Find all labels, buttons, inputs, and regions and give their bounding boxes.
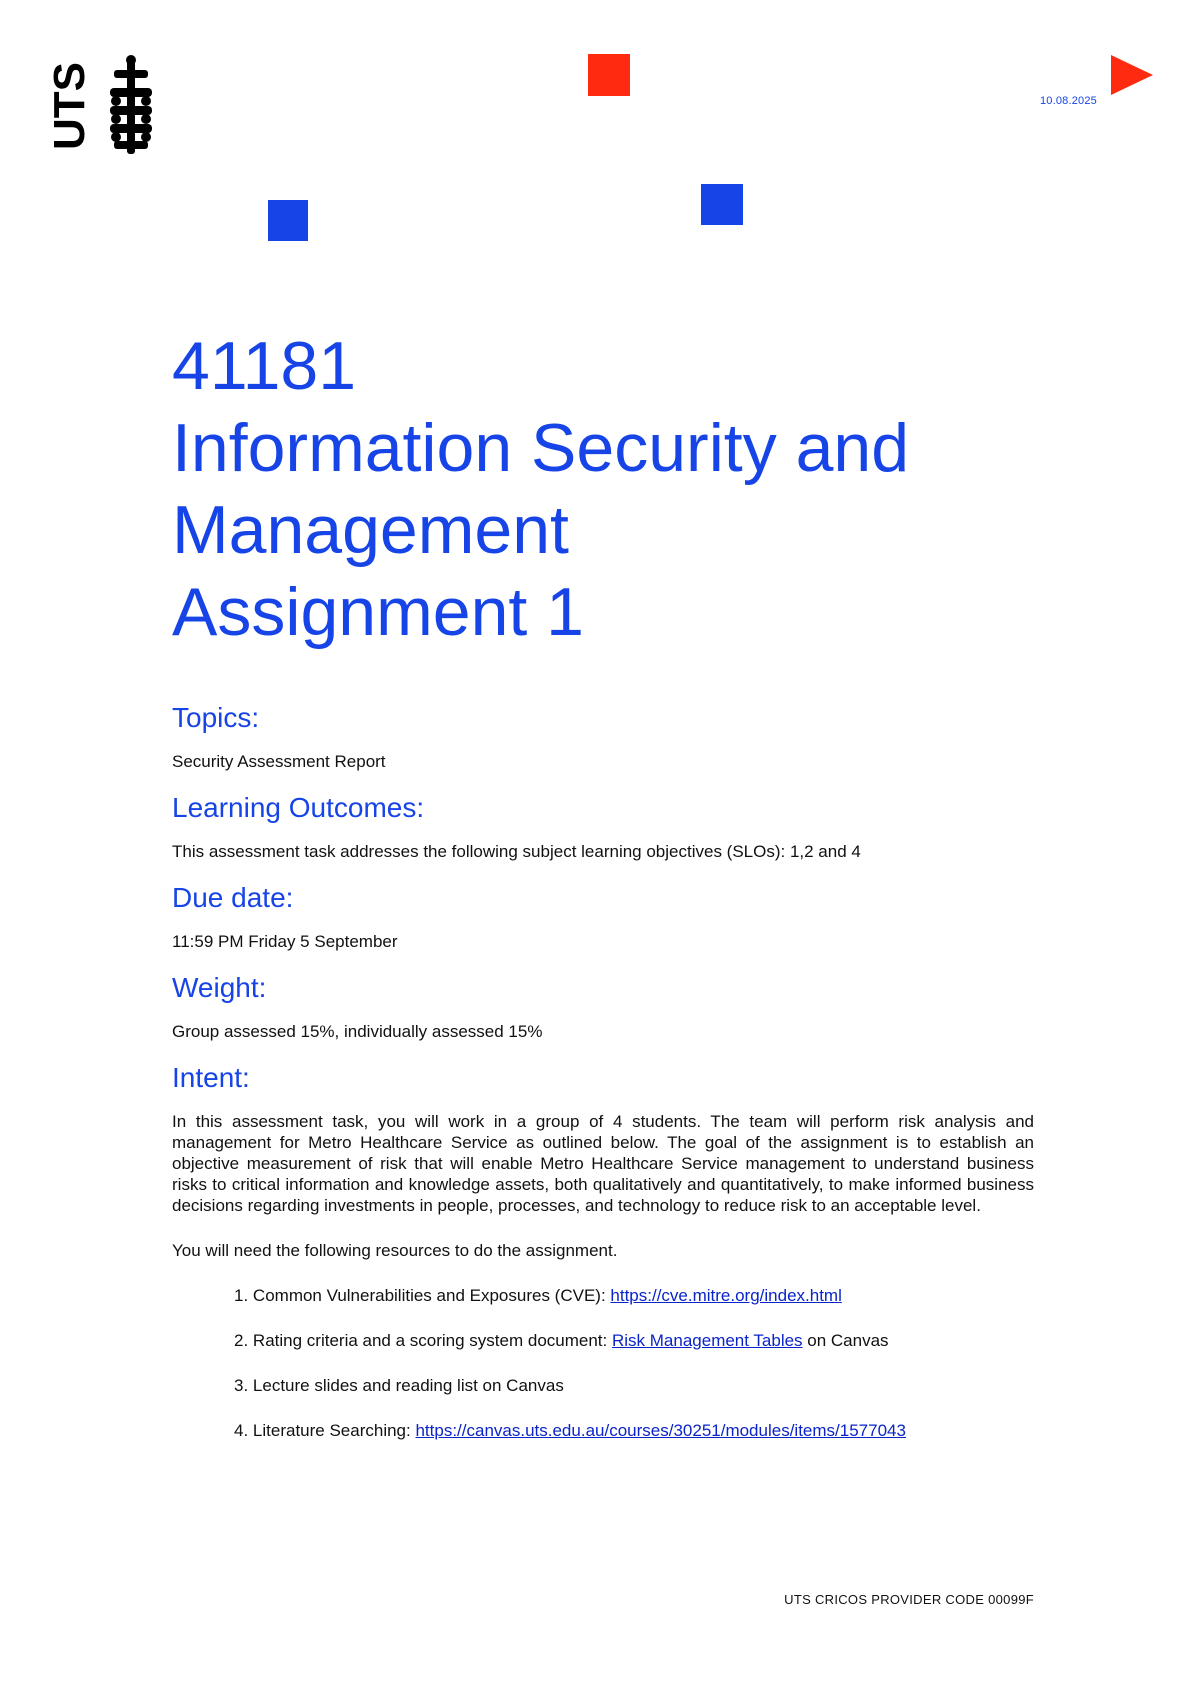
intent-paragraph: In this assessment task, you will work in a group of 4 students. The team will perform risk analysis and management for Metro Healthcare Service as outlined below. The goal of the assignment is to establish an objective measurement of risk that will enable Metro Healthcare Service management to understand business risks to critical information and knowledge assets, both qualitatively and quantitatively, to make informed business decisions regarding investments in people, processes, and technology to reduce risk to an acceptable level.	[172, 1112, 1034, 1215]
topics-heading: Topics:	[172, 702, 260, 733]
document-body	[172, 700, 1034, 1465]
intent-heading: Intent:	[172, 1062, 250, 1093]
document-title	[172, 325, 909, 653]
title-line: Assignment 1	[172, 574, 584, 650]
play-arrow-icon	[1111, 55, 1153, 95]
uts-logo	[45, 56, 166, 156]
red-square-decoration	[588, 54, 630, 96]
blue-square-decoration	[701, 184, 743, 225]
list-item: 1. Common Vulnerabilities and Exposures (CVE): https://cve.mitre.org/index.html	[234, 1286, 842, 1305]
subject-code: 41181	[172, 328, 357, 404]
due-date-heading: Due date:	[172, 882, 294, 913]
document-date: 10.08.2025	[1039, 95, 1097, 107]
footer-cricos: UTS CRICOS PROVIDER CODE 00099F	[784, 1592, 1034, 1607]
weight-heading: Weight:	[172, 972, 267, 1003]
literature-searching-link[interactable]: https://canvas.uts.edu.au/courses/30251/modules/items/1577043	[415, 1421, 906, 1440]
cve-link[interactable]: https://cve.mitre.org/index.html	[610, 1286, 842, 1305]
due-date-text: 11:59 PM Friday 5 September	[172, 932, 398, 951]
blue-square-decoration	[268, 200, 308, 241]
list-item: 3. Lecture slides and reading list on Canvas	[234, 1376, 564, 1395]
list-item: 2. Rating criteria and a scoring system document: Risk Management Tables on Canvas	[234, 1331, 889, 1350]
learning-outcomes-text: This assessment task addresses the following subject learning objectives (SLOs): 1,2 and 4	[172, 842, 861, 861]
weight-text: Group assessed 15%, individually assessed 15%	[172, 1022, 543, 1041]
logo-text: UTS	[45, 62, 94, 150]
risk-management-tables-link[interactable]: Risk Management Tables	[611, 1331, 803, 1350]
resources-list	[172, 1285, 1034, 1441]
title-line: Information Security and	[172, 410, 910, 486]
learning-outcomes-heading: Learning Outcomes:	[172, 792, 425, 823]
list-item: 4. Literature Searching: https://canvas.uts.edu.au/courses/30251/modules/items/1577043	[234, 1421, 906, 1440]
resources-intro: You will need the following resources to do the assignment.	[172, 1241, 618, 1260]
topics-text: Security Assessment Report	[172, 752, 386, 771]
title-line: Management	[172, 492, 569, 568]
